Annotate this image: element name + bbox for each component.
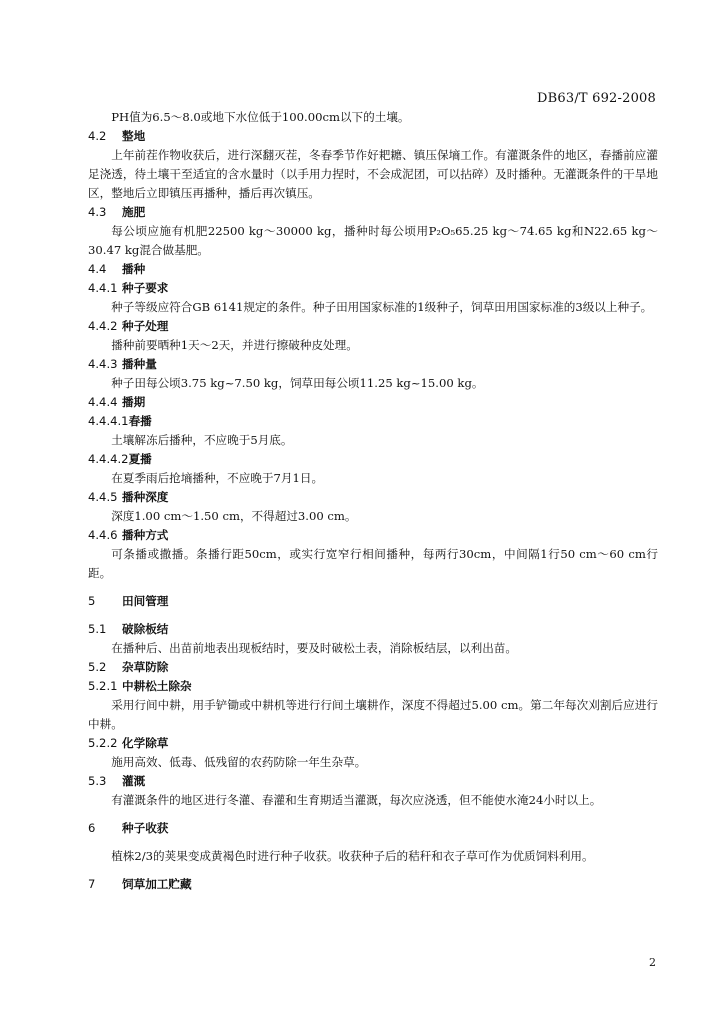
section-number: 4.4.5 [88, 490, 118, 504]
section-number: 4.4 [88, 262, 107, 276]
section-title: 播种深度 [122, 490, 169, 504]
section-number: 4.4.3 [88, 357, 118, 371]
section-gap [88, 810, 658, 819]
section-title: 中耕松土除杂 [122, 679, 192, 693]
paragraph: 播种前要晒种1天～2天，并进行擦破种皮处理。 [111, 338, 358, 352]
section-number: 7 [88, 877, 96, 891]
section-gap [88, 611, 658, 620]
section-title: 春播 [128, 414, 152, 428]
paragraph: 在播种后、出苗前地表出现板结时，要及时破松土表，消除板结层，以利出苗。 [111, 641, 517, 655]
section-gap [88, 838, 658, 847]
standard-code: DB63/T 692-2008 [537, 91, 656, 106]
section-heading [88, 127, 658, 146]
section-number: 5.2 [88, 660, 107, 674]
paragraph: 每公顷应施有机肥22500 kg～30000 kg，播种时每公顷用P₂O₅65.25 kg～74.65 kg和N22.65 kg～30.47 kg混合做基肥。 [88, 224, 658, 257]
paragraph: 在夏季雨后抢墒播种，不应晚于7月1日。 [111, 471, 324, 485]
section-heading [88, 393, 658, 412]
paragraph: 种子等级应符合GB 6141规定的条件。种子田用国家标准的1级种子，饲草田用国家标准的3级以上种子。 [111, 300, 653, 314]
paragraph: 植株2/3的荚果变成黄褐色时进行种子收获。收获种子后的秸秆和衣子草可作为优质饲料利用。 [111, 849, 594, 863]
paragraph: 深度1.00 cm～1.50 cm，不得超过3.00 cm。 [111, 509, 357, 523]
section-gap [88, 583, 658, 592]
paragraph: 有灌溉条件的地区进行冬灌、春灌和生育期适当灌溉，每次应浇透，但不能使水淹24小时以上。 [111, 793, 602, 807]
section-title: 破除板结 [122, 622, 169, 636]
section-title: 种子要求 [122, 281, 169, 295]
section-title: 夏播 [128, 452, 152, 466]
section-number: 5.1 [88, 622, 107, 636]
section-number: 4.4.4 [88, 395, 118, 409]
section-heading [88, 734, 658, 753]
section-number: 4.2 [88, 129, 107, 143]
section-title: 田间管理 [122, 594, 169, 608]
paragraph: 可条播或撒播。条播行距50cm，或实行宽窄行相间播种，每两行30cm，中间隔1行50 cm～60 cm行距。 [88, 547, 658, 580]
section-title: 播种量 [122, 357, 157, 371]
section-title: 整地 [122, 129, 146, 143]
section-heading [88, 658, 658, 677]
section-heading [88, 772, 658, 791]
section-title: 灌溉 [122, 774, 146, 788]
section-heading [88, 592, 658, 611]
section-heading [88, 412, 658, 431]
section-heading [88, 819, 658, 838]
paragraph: PH值为6.5～8.0或地下水位低于100.00cm以下的土壤。 [111, 110, 410, 124]
section-number: 5 [88, 594, 96, 608]
section-heading [88, 677, 658, 696]
section-number: 4.4.4.1 [88, 414, 129, 428]
section-title: 播种方式 [122, 528, 169, 542]
section-heading [88, 279, 658, 298]
page-number: 2 [649, 956, 656, 969]
section-number: 4.3 [88, 205, 107, 219]
section-heading [88, 450, 658, 469]
paragraph: 采用行间中耕，用手铲锄或中耕机等进行行间土壤耕作，深度不得超过5.00 cm。第二年每次刈割后应进行中耕。 [88, 698, 658, 731]
section-title: 种子收获 [122, 821, 169, 835]
paragraph: 施用高效、低毒、低残留的农药防除一年生杂草。 [111, 755, 367, 769]
section-title: 播种 [122, 262, 146, 276]
section-title: 饲草加工贮藏 [122, 877, 192, 891]
paragraph: 种子田每公顷3.75 kg~7.50 kg，饲草田每公顷11.25 kg~15.00 kg。 [111, 376, 484, 390]
paragraph: 土壤解冻后播种，不应晚于5月底。 [111, 433, 293, 447]
paragraph: 上年前茬作物收获后，进行深翻灭茬，冬春季节作好耙耱、镇压保墒工作。有灌溉条件的地区，春播前应灌足浇透，待土壤干至适宜的含水量时（以手用力捏时，不会成泥团，可以拈碎）及时播种。无灌溉条件的干旱地区，整地后立即镇压再播种，播后再次镇压。 [88, 148, 658, 200]
section-number: 6 [88, 821, 96, 835]
section-heading [88, 526, 658, 545]
section-heading [88, 488, 658, 507]
section-number: 4.4.2 [88, 319, 118, 333]
section-heading [88, 317, 658, 336]
section-number: 5.2.2 [88, 736, 118, 750]
section-heading [88, 355, 658, 374]
section-number: 4.4.4.2 [88, 452, 129, 466]
section-title: 杂草防除 [122, 660, 169, 674]
section-title: 播期 [122, 395, 146, 409]
section-title: 种子处理 [122, 319, 169, 333]
section-title: 化学除草 [122, 736, 169, 750]
section-number: 4.4.1 [88, 281, 118, 295]
section-number: 5.2.1 [88, 679, 118, 693]
section-heading [88, 203, 658, 222]
section-number: 5.3 [88, 774, 107, 788]
document-body [88, 108, 658, 894]
section-gap [88, 866, 658, 875]
section-heading [88, 260, 658, 279]
section-heading [88, 875, 658, 894]
section-title: 施肥 [122, 205, 146, 219]
section-number: 4.4.6 [88, 528, 118, 542]
section-heading [88, 620, 658, 639]
